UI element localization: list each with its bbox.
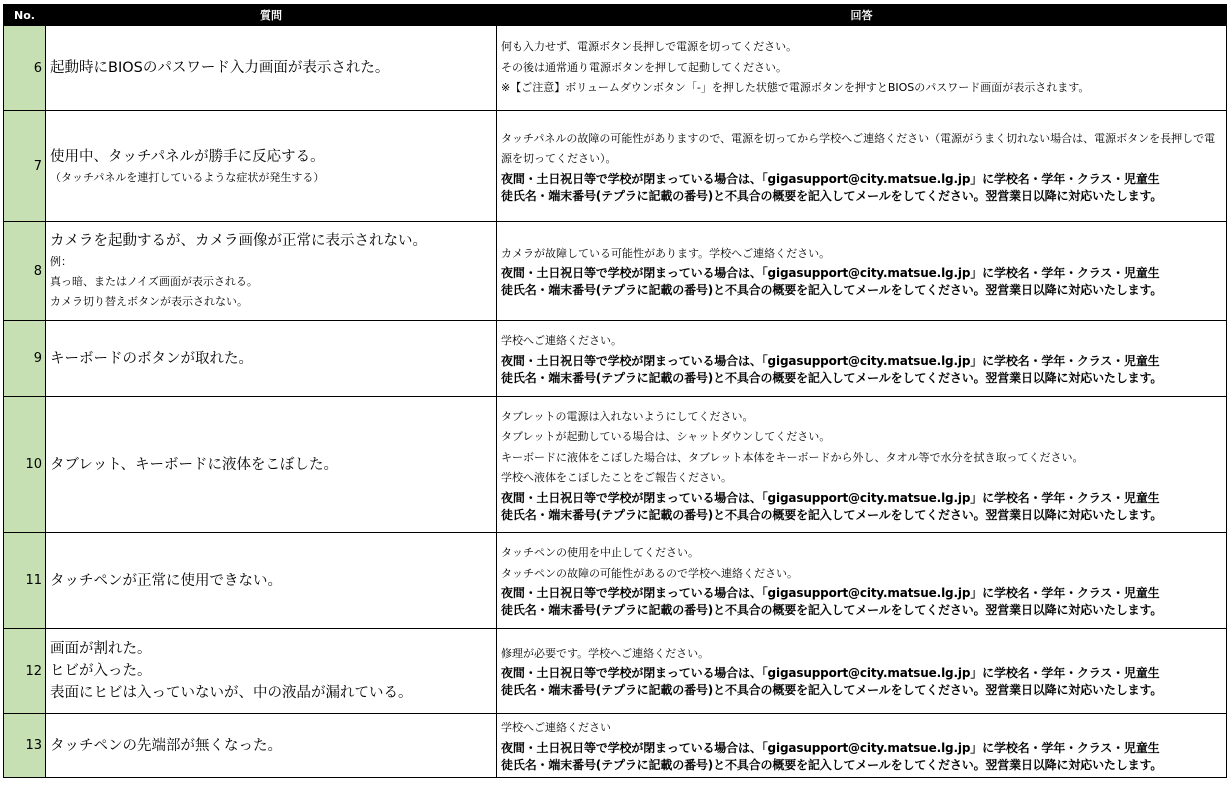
contact-line-2: 徒氏名・端末番号(テプラに記載の番号)と不具合の概要を記入してメールをしてください。翌営業日以降に対応いたします。: [501, 188, 1163, 203]
question-cell: [46, 222, 497, 321]
question-cell: [46, 629, 497, 714]
answer-cell: [497, 629, 1227, 714]
answer-text: タブレットが起動している場合は、シャットダウンしてください。: [501, 430, 831, 443]
answer-cell: [497, 714, 1227, 778]
row-number: 8: [4, 222, 46, 321]
answer-text: タッチペンの故障の可能性があるので学校へ連絡ください。: [501, 566, 798, 580]
answer-cell: [497, 321, 1227, 397]
question-text: 画面が割れた。: [50, 641, 152, 657]
question-text: 起動時にBIOSのパスワード入力画面が表示された。: [50, 60, 390, 76]
row-number: 7: [4, 111, 46, 222]
row-number: 6: [4, 26, 46, 111]
table-row: [4, 111, 1227, 222]
contact-line-1: 夜間・土日祝日等で学校が閉まっている場合は、「gigasupport@city.matsue.lg.jp」に学校名・学年・クラス・児童生: [501, 353, 1160, 368]
question-cell: [46, 533, 497, 629]
answer-cell: [497, 222, 1227, 321]
table-row: [4, 321, 1227, 397]
row-number: 9: [4, 321, 46, 397]
row-number: 10: [4, 397, 46, 533]
question-text: タッチペンの先端部が無くなった。: [50, 737, 282, 754]
answer-text: 修理が必要です。学校へご連絡ください。: [501, 646, 710, 660]
question-text: 表面にヒビは入っていないが、中の液晶が漏れている。: [50, 685, 413, 701]
contact-line-2: 徒氏名・端末番号(テプラに記載の番号)と不具合の概要を記入してメールをしてください。翌営業日以降に対応いたします。: [501, 603, 1163, 617]
row-number: 11: [4, 533, 46, 629]
contact-line-1: 夜間・土日祝日等で学校が閉まっている場合は、「gigasupport@city.matsue.lg.jp」に学校名・学年・クラス・児童生: [501, 740, 1160, 755]
header-no: No.: [4, 5, 46, 26]
question-text: 使用中、タッチパネルが勝手に反応する。: [50, 148, 325, 165]
answer-text: 何も入力せず、電源ボタン長押しで電源を切ってください。: [501, 40, 798, 54]
table-row: [4, 222, 1227, 321]
answer-text: 学校へ液体をこぼしたことをご報告ください。: [501, 471, 732, 484]
contact-line-2: 徒氏名・端末番号(テプラに記載の番号)と不具合の概要を記入してメールをしてください。翌営業日以降に対応いたします。: [501, 283, 1163, 298]
answer-text: キーボードに液体をこぼした場合は、タブレット本体をキーボードから外し、タオル等で水分を拭き取ってください。: [501, 450, 1084, 464]
question-cell: [46, 26, 497, 111]
header-row: [4, 5, 1227, 26]
contact-line-2: 徒氏名・端末番号(テプラに記載の番号)と不具合の概要を記入してメールをしてください。翌営業日以降に対応いたします。: [501, 370, 1163, 385]
question-cell: [46, 714, 497, 778]
question-subtext: 真っ暗、またはノイズ画面が表示される。: [50, 275, 258, 288]
question-text: タッチペンが正常に使用できない。: [50, 572, 282, 589]
answer-text: 学校へご連絡ください: [501, 721, 611, 735]
answer-cell: [497, 397, 1227, 533]
answer-cell: [497, 26, 1227, 111]
question-text: カメラを起動するが、カメラ画像が正常に表示されない。: [50, 233, 427, 249]
question-subtext: 例：: [50, 255, 72, 268]
question-text: キーボードのボタンが取れた。: [50, 350, 253, 367]
contact-line-2: 徒氏名・端末番号(テプラに記載の番号)と不具合の概要を記入してメールをしてください。翌営業日以降に対応いたします。: [501, 757, 1163, 772]
question-subtext: （タッチパネルを連打しているような症状が発生する）: [50, 170, 325, 184]
answer-text: タブレットの電源は入れないようにしてください。: [501, 409, 754, 423]
question-cell: [46, 321, 497, 397]
header-question: 質問: [46, 5, 497, 26]
answer-cell: [497, 533, 1227, 629]
answer-text: タッチペンの使用を中止してください。: [501, 546, 699, 559]
question-cell: [46, 111, 497, 222]
contact-line-2: 徒氏名・端末番号(テプラに記載の番号)と不具合の概要を記入してメールをしてください。翌営業日以降に対応いたします。: [501, 507, 1163, 522]
row-number: 12: [4, 629, 46, 714]
answer-text: 学校へご連絡ください。: [501, 334, 622, 348]
question-text: タブレット、キーボードに液体をこぼした。: [50, 456, 338, 473]
answer-text: ※【ご注意】ボリュームダウンボタン「-」を押した状態で電源ボタンを押すとBIOSのパスワード画面が表示されます。: [501, 81, 1090, 95]
contact-line-2: 徒氏名・端末番号(テプラに記載の番号)と不具合の概要を記入してメールをしてください。翌営業日以降に対応いたします。: [501, 683, 1163, 698]
contact-line-1: 夜間・土日祝日等で学校が閉まっている場合は、「gigasupport@city.matsue.lg.jp」に学校名・学年・クラス・児童生: [501, 666, 1160, 681]
question-subtext: カメラ切り替えボタンが表示されない。: [50, 295, 248, 308]
answer-text: カメラが故障している可能性があります。学校へご連絡ください。: [501, 246, 831, 260]
contact-line-1: 夜間・土日祝日等で学校が閉まっている場合は、「gigasupport@city.matsue.lg.jp」に学校名・学年・クラス・児童生: [501, 171, 1160, 186]
faq-table: [3, 4, 1227, 778]
answer-text: タッチパネルの故障の可能性がありますので、電源を切ってから学校へご連絡ください（電源がうまく切れない場合は、電源ボタンを長押しで電源を切ってください）。: [501, 131, 1216, 165]
contact-line-1: 夜間・土日祝日等で学校が閉まっている場合は、「gigasupport@city.matsue.lg.jp」に学校名・学年・クラス・児童生: [501, 586, 1160, 600]
header-answer: 回答: [497, 5, 1227, 26]
table-row: [4, 397, 1227, 533]
question-cell: [46, 397, 497, 533]
table-row: [4, 714, 1227, 778]
table-row: [4, 629, 1227, 714]
table-row: [4, 533, 1227, 629]
answer-text: その後は通常通り電源ボタンを押して起動してください。: [501, 60, 787, 74]
contact-line-1: 夜間・土日祝日等で学校が閉まっている場合は、「gigasupport@city.matsue.lg.jp」に学校名・学年・クラス・児童生: [501, 266, 1160, 281]
answer-cell: [497, 111, 1227, 222]
row-number: 13: [4, 714, 46, 778]
contact-line-1: 夜間・土日祝日等で学校が閉まっている場合は、「gigasupport@city.matsue.lg.jp」に学校名・学年・クラス・児童生: [501, 490, 1160, 505]
question-text: ヒビが入った。: [50, 663, 152, 679]
table-row: [4, 26, 1227, 111]
